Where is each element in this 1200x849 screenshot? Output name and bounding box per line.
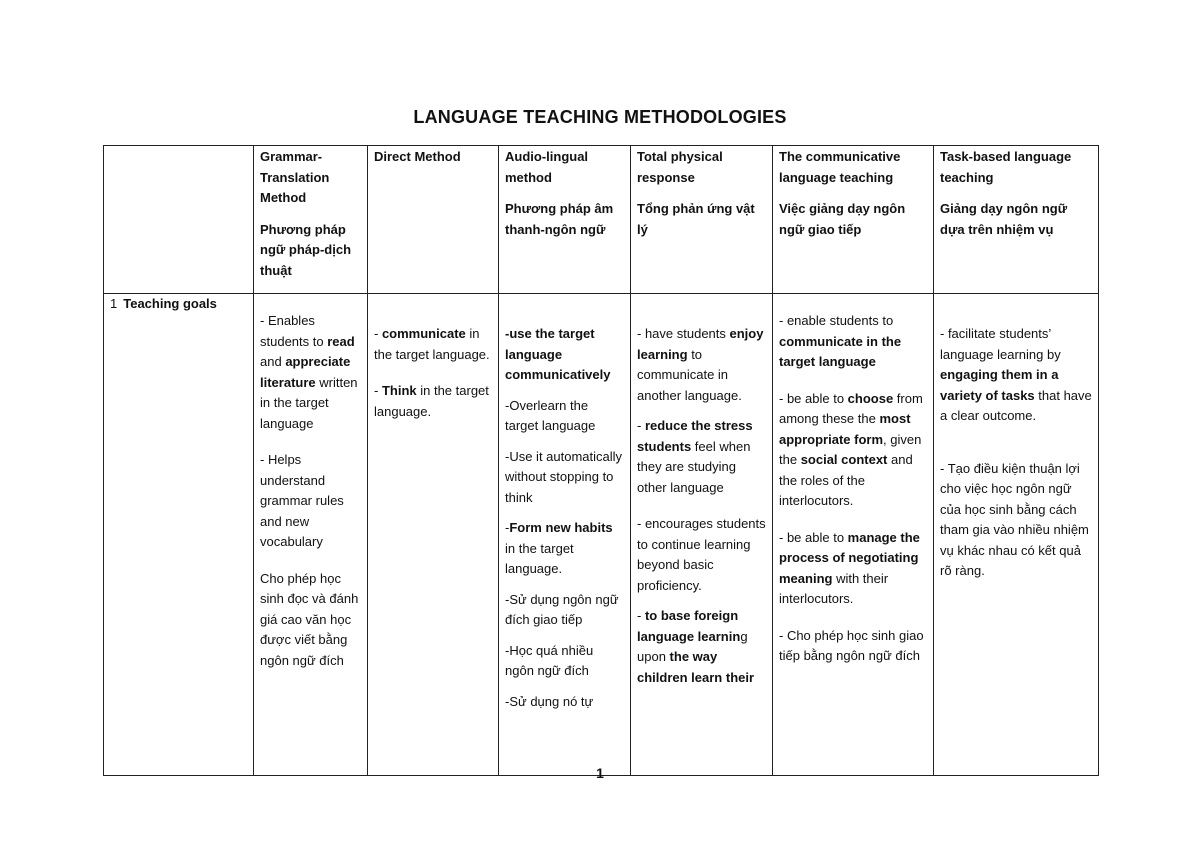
table-row-teaching-goals (104, 294, 1099, 776)
cell-gtm-goals (254, 294, 368, 776)
goal-paragraph-vi: -Sử dụng ngôn ngữ đích giao tiếp (505, 591, 619, 627)
header-corner-cell (104, 146, 254, 294)
header-en: The communicative language teaching (779, 149, 901, 185)
goal-paragraph-vi: -Học quá nhiều ngôn ngữ đích (505, 642, 594, 678)
header-dm (368, 146, 499, 294)
table-header-row (104, 146, 1099, 294)
row-number: 1 (110, 296, 118, 311)
header-vi: Giảng dạy ngôn ngữ dựa trên nhiệm vụ (940, 201, 1068, 237)
goal-paragraph: -Use it automatically without stopping to think (505, 448, 623, 505)
goal-paragraph: - to base foreign language learning upon the way children learn their (637, 608, 755, 685)
header-vi: Tổng phản ứng vật lý (637, 201, 755, 237)
header-tpr (631, 146, 773, 294)
goal-paragraph: - facilitate students’ language learning by engaging them in a variety of tasks that have a clear outcome. (940, 326, 1092, 423)
goal-paragraph: - have students enjoy learning to communicate in another language. (637, 326, 764, 403)
header-vi: Việc giảng dạy ngôn ngữ giao tiếp (779, 201, 906, 237)
cell-clt-goals (773, 294, 934, 776)
cell-tpr-goals (631, 294, 773, 776)
goal-paragraph-vi: -Sử dụng nó tự (505, 693, 594, 709)
page-number: 1 (596, 765, 604, 781)
goal-paragraph: - communicate in the target language. (374, 326, 490, 362)
goal-paragraph: - be able to manage the process of negotiating meaning with their interlocutors. (779, 529, 920, 606)
goal-paragraph-vi: - Tạo điều kiện thuận lợi cho việc học ngôn ngữ của học sinh bằng cách tham gia vào nhiều nhiệm vụ khác nhau có kết quả rõ ràng. (940, 460, 1089, 578)
row-label-cell (104, 294, 254, 776)
goal-paragraph: - Helps understand grammar rules and new vocabulary (260, 452, 344, 549)
header-en: Grammar-Translation Method (260, 149, 330, 205)
header-en: Total physical response (637, 149, 723, 185)
goal-paragraph: -Form new habits in the target language. (505, 520, 613, 576)
goal-paragraph: - reduce the stress students feel when they are studying other language (637, 418, 753, 495)
header-vi: Phương pháp âm thanh-ngôn ngữ (505, 201, 614, 237)
goal-paragraph: -Overlearn the target language (505, 397, 596, 433)
cell-alm-goals (499, 294, 631, 776)
goal-paragraph-vi: Cho phép học sinh đọc và đánh giá cao văn học được viết bằng ngôn ngữ đích (260, 570, 359, 668)
goal-paragraph: - be able to choose from among these the most appropriate form, given the social context and the roles of the interlocutors. (779, 390, 923, 508)
goal-paragraph: -use the target language communicatively (505, 326, 611, 382)
goal-paragraph: - enable students to communicate in the target language (779, 313, 902, 369)
document-title: LANGUAGE TEACHING METHODOLOGIES (413, 107, 787, 127)
methodologies-table (103, 145, 1099, 776)
header-en: Audio-lingual method (505, 149, 589, 185)
cell-dm-goals (368, 294, 499, 776)
goal-paragraph: - encourages students to continue learning beyond basic proficiency. (637, 516, 766, 593)
header-vi: Phương pháp ngữ pháp-dịch thuật (260, 221, 352, 278)
header-clt (773, 146, 934, 294)
header-alm (499, 146, 631, 294)
goal-paragraph: - Enables students to read and appreciate literature written in the target language (260, 313, 358, 431)
cell-tblt-goals (934, 294, 1099, 776)
goal-paragraph: - Think in the target language. (374, 383, 489, 419)
header-en: Task-based language teaching (940, 149, 1072, 185)
goal-paragraph-vi: - Cho phép học sinh giao tiếp bằng ngôn ngữ đích (779, 627, 924, 663)
header-en: Direct Method (374, 149, 461, 164)
row-label: Teaching goals (123, 296, 217, 311)
header-tblt (934, 146, 1099, 294)
header-gtm (254, 146, 368, 294)
